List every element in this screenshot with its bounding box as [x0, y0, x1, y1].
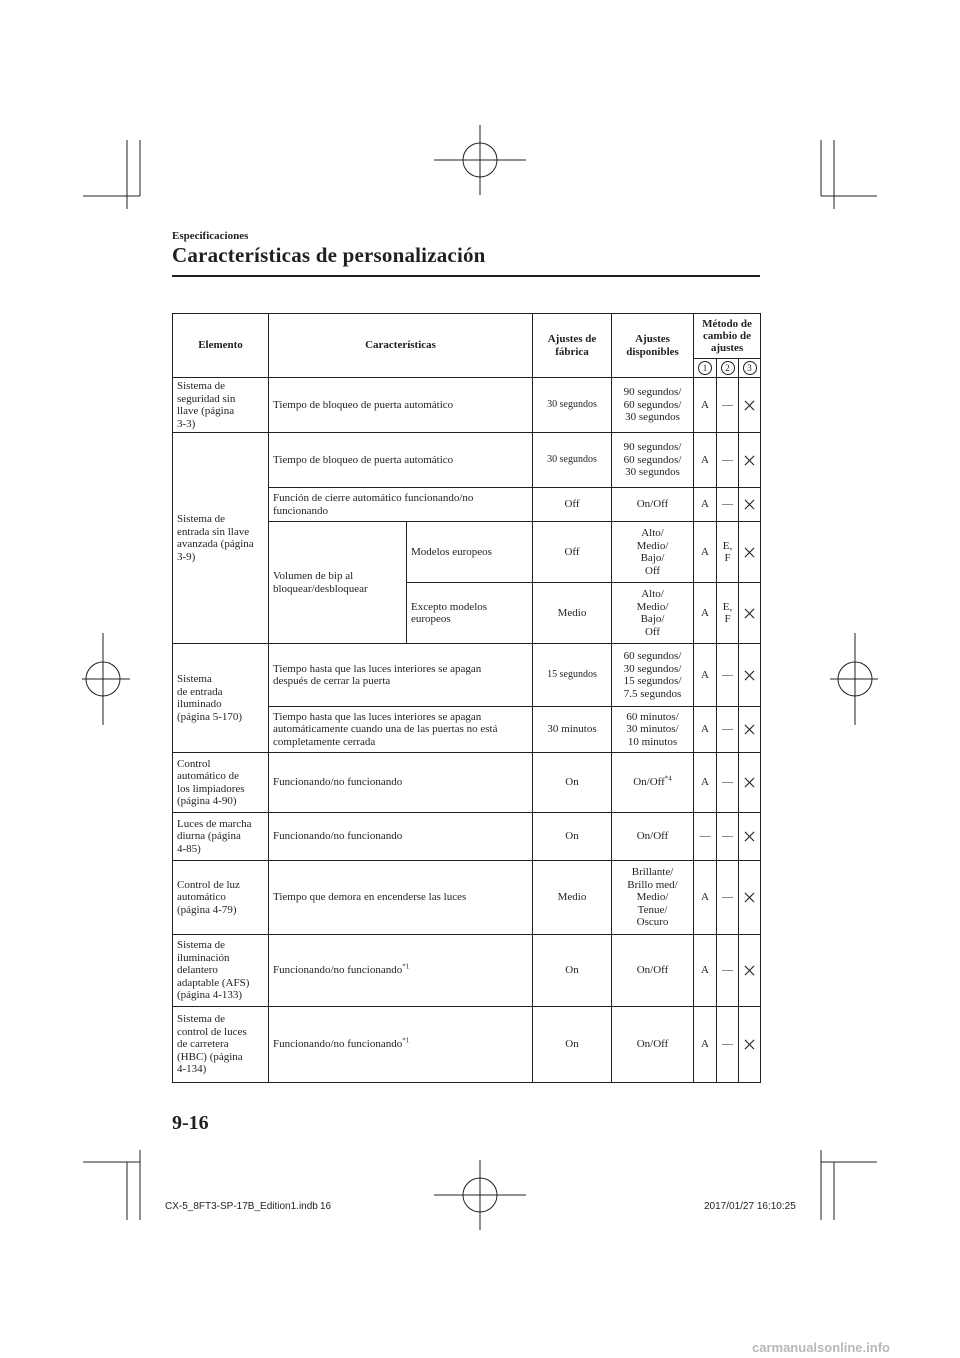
- table-row: [173, 935, 761, 1007]
- cell-fabrica: 30 segundos: [533, 378, 612, 433]
- cell-method-1: A: [694, 583, 717, 644]
- cell-subtipo: Modelos europeos: [407, 522, 533, 583]
- cell-disponibles: Alto/ Medio/ Bajo/ Off: [612, 583, 694, 644]
- cell-method-2: —: [717, 433, 739, 488]
- cell-disponibles: On/Off: [612, 488, 694, 522]
- cell-caracteristica: Funcionando/no funcionando: [273, 964, 403, 977]
- cell-method-2: —: [717, 861, 739, 935]
- cell-method-1: A: [694, 861, 717, 935]
- cell-method-2: —: [717, 753, 739, 813]
- table-row: [173, 644, 761, 707]
- header-metodo: Método de cambio de ajustes: [694, 314, 761, 359]
- watermark: carmanualsonline.info: [752, 1340, 890, 1355]
- cross-icon: [744, 777, 755, 788]
- cell-method-1: A: [694, 488, 717, 522]
- cell-method-2: —: [717, 488, 739, 522]
- cell-disponibles: 60 segundos/ 30 segundos/ 15 segundos/ 7.5 segundos: [612, 644, 694, 707]
- table-row: [173, 813, 761, 861]
- header-ajustes-fabrica: Ajustes de fábrica: [533, 314, 612, 378]
- circled-number-1-icon: 1: [698, 361, 712, 375]
- cell-method-2: —: [717, 1007, 739, 1083]
- cross-icon: [744, 455, 755, 466]
- cell-method-1: A: [694, 644, 717, 707]
- cell-caracteristica: Tiempo de bloqueo de puerta automático: [269, 433, 533, 488]
- cell-disponibles: 90 segundos/ 60 segundos/ 30 segundos: [612, 433, 694, 488]
- table-row: [173, 1007, 761, 1083]
- customization-table: [172, 313, 761, 1083]
- cell-caracteristica: Funcionando/no funcionando: [273, 1038, 403, 1051]
- cell-elemento: Sistema de seguridad sin llave (página 3-3): [173, 378, 269, 433]
- header-elemento: Elemento: [173, 314, 269, 378]
- cell-fabrica: On: [533, 935, 612, 1007]
- cross-icon: [744, 499, 755, 510]
- cell-disponibles: 60 minutos/ 30 minutos/ 10 minutos: [612, 707, 694, 753]
- cell-elemento: Sistema de entrada iluminado (página 5-170): [173, 644, 269, 753]
- cell-fabrica: On: [533, 813, 612, 861]
- cell-fabrica: 30 minutos: [533, 707, 612, 753]
- cell-caracteristica: Tiempo hasta que las luces interiores se apagan automáticamente cuando una de las puertas no está completamente cerrada: [269, 707, 533, 753]
- cell-caracteristica: Volumen de bip al bloquear/desbloquear: [269, 522, 407, 644]
- cell-method-1: A: [694, 707, 717, 753]
- cell-disponibles: Brillante/ Brillo med/ Medio/ Tenue/ Oscuro: [612, 861, 694, 935]
- cell-method-1: A: [694, 753, 717, 813]
- cross-icon: [744, 724, 755, 735]
- cell-method-2: E, F: [717, 522, 739, 583]
- cross-icon: [744, 1039, 755, 1050]
- cell-method-2: —: [717, 644, 739, 707]
- cell-disponibles: On/Off: [612, 1007, 694, 1083]
- cell-elemento: Control automático de los limpiadores (página 4-90): [173, 753, 269, 813]
- cell-method-2: E, F: [717, 583, 739, 644]
- cell-disponibles: Alto/ Medio/ Bajo/ Off: [612, 522, 694, 583]
- cell-caracteristica: Tiempo que demora en encenderse las luces: [269, 861, 533, 935]
- footnote-marker: *1: [402, 962, 410, 971]
- cell-method-1: A: [694, 522, 717, 583]
- cell-caracteristica: Tiempo hasta que las luces interiores se apagan después de cerrar la puerta: [269, 644, 533, 707]
- cross-icon: [744, 608, 755, 619]
- footer-timestamp: 2017/01/27 16:10:25: [704, 1201, 796, 1212]
- cell-fabrica: On: [533, 1007, 612, 1083]
- cell-fabrica: 15 segundos: [533, 644, 612, 707]
- cell-caracteristica: Funcionando/no funcionando: [269, 813, 533, 861]
- cell-disponibles: 90 segundos/ 60 segundos/ 30 segundos: [612, 378, 694, 433]
- cell-disponibles: On/Off: [633, 776, 665, 789]
- cell-elemento: Sistema de control de luces de carretera (HBC) (página 4-134): [173, 1007, 269, 1083]
- table-row: [173, 378, 761, 433]
- cross-icon: [744, 400, 755, 411]
- page-title: Características de personalización: [172, 243, 486, 267]
- cell-fabrica: Medio: [533, 861, 612, 935]
- cross-icon: [744, 831, 755, 842]
- cell-method-1: —: [694, 813, 717, 861]
- table-row: [173, 861, 761, 935]
- cell-method-1: A: [694, 433, 717, 488]
- section-label: Especificaciones: [172, 230, 249, 242]
- cell-method-1: A: [694, 935, 717, 1007]
- cell-method-2: —: [717, 813, 739, 861]
- page-number: 9-16: [172, 1112, 209, 1134]
- cell-elemento: Control de luz automático (página 4-79): [173, 861, 269, 935]
- header-ajustes-disponibles: Ajustes disponibles: [612, 314, 694, 378]
- footnote-marker: *1: [402, 1036, 410, 1045]
- cross-icon: [744, 547, 755, 558]
- cell-elemento: Sistema de iluminación delantero adaptable (AFS) (página 4-133): [173, 935, 269, 1007]
- cell-method-2: —: [717, 707, 739, 753]
- footer-file-page: 16: [320, 1201, 332, 1212]
- cell-elemento: Luces de marcha diurna (página 4-85): [173, 813, 269, 861]
- cell-fabrica: Medio: [533, 583, 612, 644]
- cell-fabrica: Off: [533, 488, 612, 522]
- cell-disponibles: On/Off: [612, 935, 694, 1007]
- cell-subtipo: Excepto modelos europeos: [407, 583, 533, 644]
- cell-caracteristica: Funcionando/no funcionando: [269, 753, 533, 813]
- footer-filename: CX-5_8FT3-SP-17B_Edition1.indb: [165, 1201, 318, 1212]
- cell-elemento: Sistema de entrada sin llave avanzada (página 3-9): [173, 433, 269, 644]
- cell-method-2: —: [717, 935, 739, 1007]
- cross-icon: [744, 965, 755, 976]
- footnote-marker: *4: [664, 774, 672, 783]
- cell-caracteristica: Función de cierre automático funcionando/no funcionando: [269, 488, 533, 522]
- cell-caracteristica: Tiempo de bloqueo de puerta automático: [269, 378, 533, 433]
- circled-number-2-icon: 2: [721, 361, 735, 375]
- cell-method-1: A: [694, 1007, 717, 1083]
- cell-method-2: —: [717, 378, 739, 433]
- cell-method-1: A: [694, 378, 717, 433]
- table-row: [173, 753, 761, 813]
- table-row: [173, 433, 761, 488]
- header-caracteristicas: Características: [269, 314, 533, 378]
- cell-fabrica: 30 segundos: [533, 433, 612, 488]
- circled-number-3-icon: 3: [743, 361, 757, 375]
- title-divider: [172, 275, 760, 277]
- cross-icon: [744, 670, 755, 681]
- cell-disponibles: On/Off: [612, 813, 694, 861]
- cell-fabrica: On: [533, 753, 612, 813]
- cross-icon: [744, 892, 755, 903]
- cell-fabrica: Off: [533, 522, 612, 583]
